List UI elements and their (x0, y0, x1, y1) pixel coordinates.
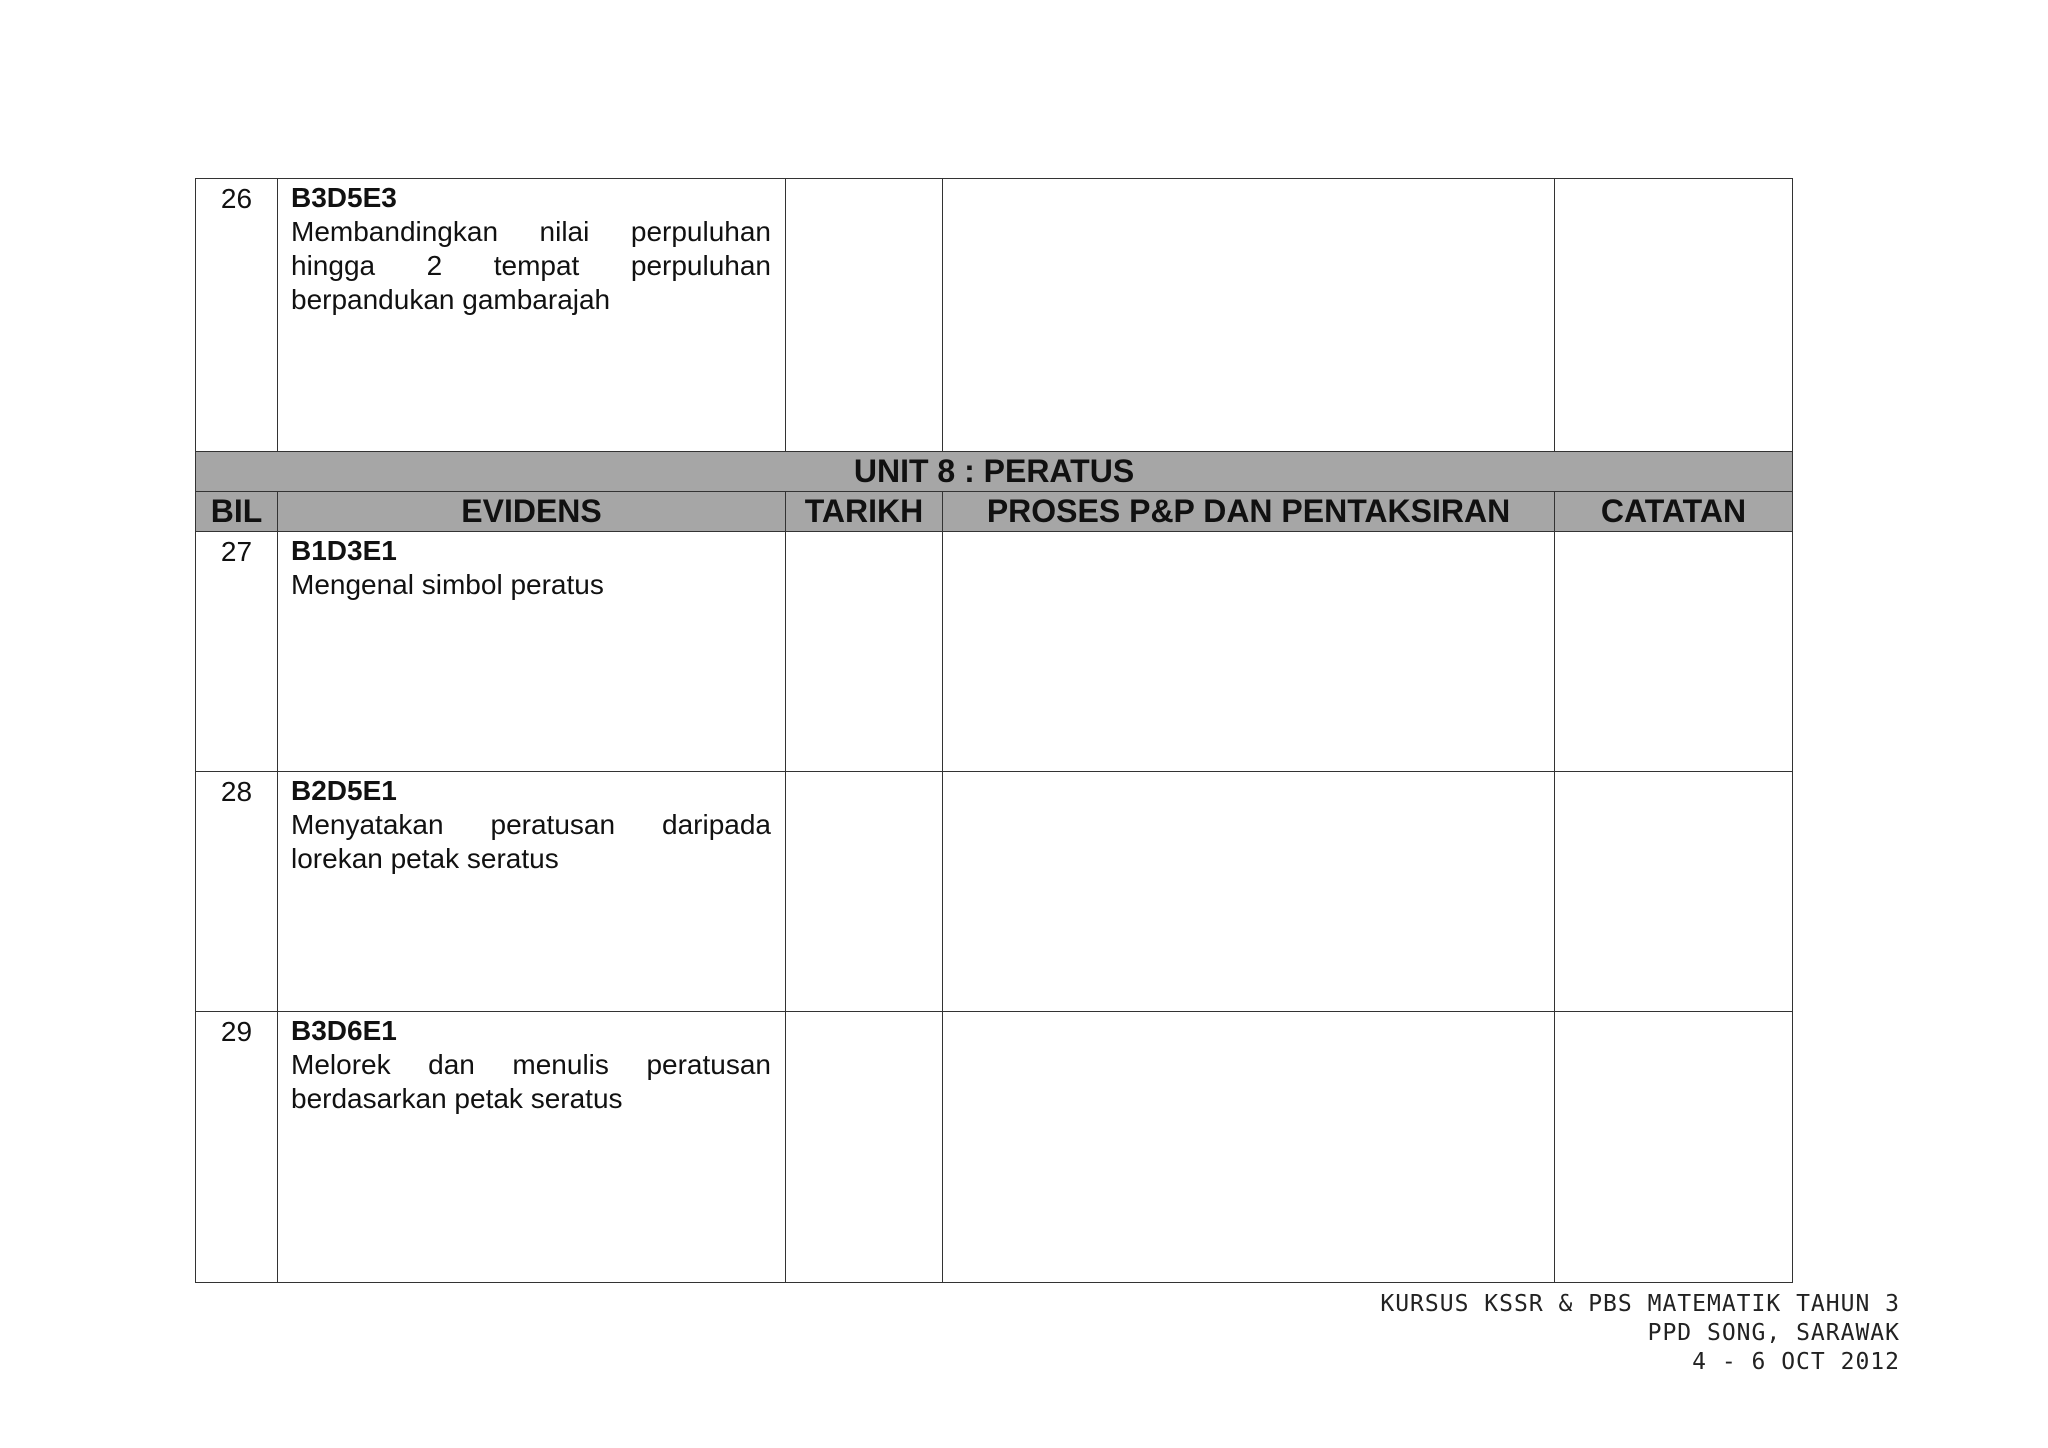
proses-cell (943, 532, 1555, 772)
header-evidens: EVIDENS (278, 492, 786, 532)
catatan-cell (1555, 532, 1793, 772)
tarikh-cell (786, 532, 943, 772)
evidence-cell (278, 772, 786, 1012)
row-number: 26 (196, 179, 278, 452)
proses-cell (943, 772, 1555, 1012)
evidence-cell (278, 179, 786, 452)
header-tarikh: TARIKH (786, 492, 943, 532)
tarikh-cell (786, 179, 943, 452)
catatan-cell (1555, 772, 1793, 1012)
table-row (196, 772, 1793, 1012)
evidence-table (195, 178, 1793, 1283)
evidence-code: B1D3E1 (291, 535, 397, 566)
column-header-row (196, 492, 1793, 532)
proses-cell (943, 1012, 1555, 1283)
header-bil: BIL (196, 492, 278, 532)
row-number: 29 (196, 1012, 278, 1283)
row-number: 27 (196, 532, 278, 772)
header-proses: PROSES P&P DAN PENTAKSIRAN (943, 492, 1555, 532)
evidence-description: Melorek dan menulis peratusan berdasarkan petak seratus (291, 1049, 771, 1114)
evidence-description: Membandingkan nilai perpuluhan hingga 2 tempat perpuluhan berpandukan gambarajah (291, 216, 771, 315)
evidence-cell (278, 1012, 786, 1283)
table-row (196, 179, 1793, 452)
unit-title: UNIT 8 : PERATUS (196, 452, 1793, 492)
footer-course-title: KURSUS KSSR & PBS MATEMATIK TAHUN 3 (1380, 1291, 1900, 1317)
proses-cell (943, 179, 1555, 452)
table-row (196, 1012, 1793, 1283)
catatan-cell (1555, 179, 1793, 452)
footer-dates: 4 - 6 OCT 2012 (1692, 1349, 1900, 1375)
evidence-code: B2D5E1 (291, 775, 397, 806)
unit-heading-row (196, 452, 1793, 492)
table-row (196, 532, 1793, 772)
evidence-cell (278, 532, 786, 772)
header-catatan: CATATAN (1555, 492, 1793, 532)
evidence-description: Menyatakan peratusan daripada lorekan petak seratus (291, 809, 771, 874)
row-number: 28 (196, 772, 278, 1012)
evidence-description: Mengenal simbol peratus (291, 569, 604, 600)
course-footer (1380, 1290, 1900, 1377)
evidence-code: B3D6E1 (291, 1015, 397, 1046)
evidence-code: B3D5E3 (291, 182, 397, 213)
tarikh-cell (786, 772, 943, 1012)
tarikh-cell (786, 1012, 943, 1283)
footer-location: PPD SONG, SARAWAK (1647, 1320, 1900, 1346)
catatan-cell (1555, 1012, 1793, 1283)
